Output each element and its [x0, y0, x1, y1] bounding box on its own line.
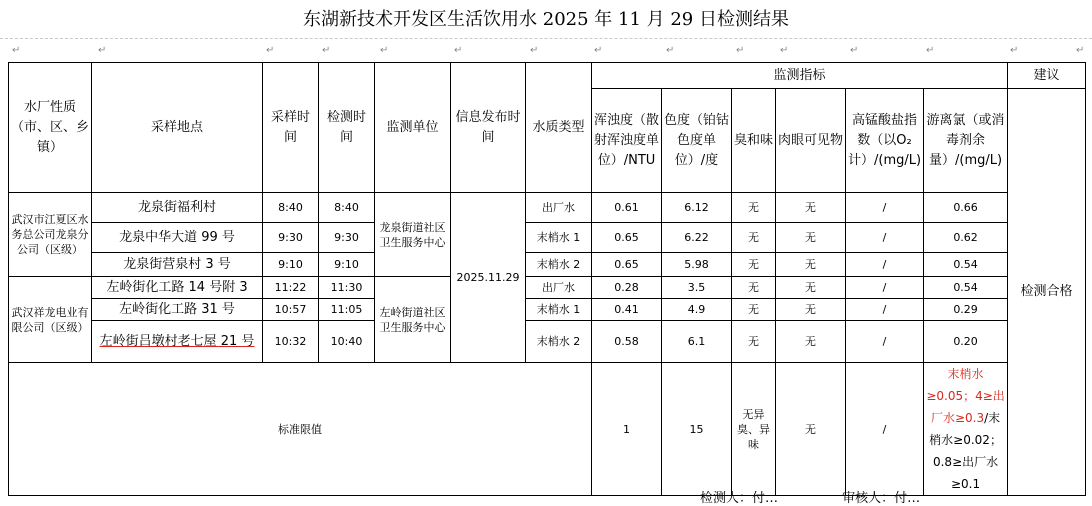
standard-visible: 无 [776, 363, 846, 496]
test-unit-cell: 龙泉街道社区卫生服务中心 [375, 193, 451, 277]
permanganate-cell: / [846, 193, 924, 223]
permanganate-cell: / [846, 299, 924, 321]
color-cell: 5.98 [662, 253, 732, 277]
turbidity-cell: 0.65 [592, 253, 662, 277]
sample-time-cell: 8:40 [263, 193, 319, 223]
chlorine-cell: 0.54 [924, 253, 1008, 277]
test-time-cell: 9:10 [319, 253, 375, 277]
location-cell: 左岭街化工路 31 号 [92, 299, 263, 321]
paragraph-mark: ↵ [1010, 45, 1019, 56]
header-turbidity: 浑浊度（散射浑浊度单位）/NTU [592, 89, 662, 193]
header-sample-time: 采样时间 [263, 63, 319, 193]
turbidity-cell: 0.28 [592, 277, 662, 299]
header-permanganate: 高锰酸盐指数（以O₂计）/(mg/L) [846, 89, 924, 193]
paragraph-mark: ↵ [926, 45, 935, 56]
paragraph-mark: ↵ [530, 45, 539, 56]
visible-cell: 无 [776, 299, 846, 321]
standard-chlorine-black: /末梢水≥0.02；0.8≥出厂水≥0.1 [929, 411, 1002, 491]
sample-time-cell: 11:22 [263, 277, 319, 299]
sample-time-cell: 9:30 [263, 223, 319, 253]
visible-cell: 无 [776, 321, 846, 363]
location-cell: 龙泉街营泉村 3 号 [92, 253, 263, 277]
odor-cell: 无 [732, 193, 776, 223]
divider [0, 38, 1092, 39]
location-cell: 龙泉街福利村 [92, 193, 263, 223]
sample-time-cell: 10:32 [263, 321, 319, 363]
odor-cell: 无 [732, 299, 776, 321]
test-time-cell: 9:30 [319, 223, 375, 253]
page-title: 东湖新技术开发区生活饮用水 2025 年 11 月 29 日检测结果 [303, 9, 789, 30]
test-time-cell: 10:40 [319, 321, 375, 363]
chlorine-cell: 0.62 [924, 223, 1008, 253]
standard-chlorine [924, 363, 1008, 496]
header-publish-time: 信息发布时间 [451, 63, 526, 193]
visible-cell: 无 [776, 253, 846, 277]
test-time-cell: 11:30 [319, 277, 375, 299]
water-type-cell: 末梢水 2 [526, 321, 592, 363]
water-type-cell: 末梢水 2 [526, 253, 592, 277]
visible-cell: 无 [776, 277, 846, 299]
turbidity-cell: 0.65 [592, 223, 662, 253]
paragraph-mark: ↵ [1076, 45, 1085, 56]
water-type-cell: 出厂水 [526, 193, 592, 223]
result-cell: 检测合格 [1008, 89, 1086, 496]
test-time-cell: 11:05 [319, 299, 375, 321]
publish-date-cell: 2025.11.29 [451, 193, 526, 363]
chlorine-cell: 0.20 [924, 321, 1008, 363]
standard-odor: 无异臭、异味 [732, 363, 776, 496]
footer-signatures [700, 487, 980, 506]
permanganate-cell: / [846, 321, 924, 363]
standard-chlorine-red: 末梢水≥0.05；4≥出厂水≥0.3 [926, 367, 1005, 425]
header-test-time: 检测时间 [319, 63, 375, 193]
paragraph-mark: ↵ [780, 45, 789, 56]
paragraph-mark: ↵ [454, 45, 463, 56]
header-water-type: 水质类型 [526, 63, 592, 193]
paragraph-mark: ↵ [380, 45, 389, 56]
odor-cell: 无 [732, 277, 776, 299]
test-time-cell: 8:40 [319, 193, 375, 223]
paragraph-mark: ↵ [736, 45, 745, 56]
standard-permanganate: / [846, 363, 924, 496]
inspector-signature: 检测人：付… [700, 491, 779, 506]
color-cell: 4.9 [662, 299, 732, 321]
header-test-unit: 监测单位 [375, 63, 451, 193]
paragraph-mark: ↵ [266, 45, 275, 56]
paragraph-mark: ↵ [12, 45, 21, 56]
permanganate-cell: / [846, 253, 924, 277]
paragraph-mark-row [8, 44, 1088, 58]
plant-name: 武汉祥龙电业有限公司（区级） [9, 277, 92, 363]
header-odor: 臭和味 [732, 89, 776, 193]
standard-color: 15 [662, 363, 732, 496]
visible-cell: 无 [776, 193, 846, 223]
color-cell: 6.1 [662, 321, 732, 363]
header-color: 色度（铂钴色度单位）/度 [662, 89, 732, 193]
color-cell: 6.12 [662, 193, 732, 223]
chlorine-cell: 0.66 [924, 193, 1008, 223]
test-unit-cell: 左岭街道社区卫生服务中心 [375, 277, 451, 363]
odor-cell: 无 [732, 223, 776, 253]
paragraph-mark: ↵ [850, 45, 859, 56]
color-cell: 6.22 [662, 223, 732, 253]
standard-label: 标准限值 [9, 363, 592, 496]
color-cell: 3.5 [662, 277, 732, 299]
header-chlorine: 游离氯（或消毒剂余量）/(mg/L) [924, 89, 1008, 193]
paragraph-mark: ↵ [322, 45, 331, 56]
results-table [8, 62, 1086, 496]
standard-turbidity: 1 [592, 363, 662, 496]
location-cell: 龙泉中华大道 99 号 [92, 223, 263, 253]
header-location: 采样地点 [92, 63, 263, 193]
water-type-cell: 出厂水 [526, 277, 592, 299]
sample-time-cell: 9:10 [263, 253, 319, 277]
paragraph-mark: ↵ [594, 45, 603, 56]
odor-cell: 无 [732, 321, 776, 363]
turbidity-cell: 0.41 [592, 299, 662, 321]
chlorine-cell: 0.54 [924, 277, 1008, 299]
turbidity-cell: 0.58 [592, 321, 662, 363]
location-cell [92, 321, 263, 363]
sample-time-cell: 10:57 [263, 299, 319, 321]
location-cell: 左岭街化工路 14 号附 3 [92, 277, 263, 299]
header-plant-type: 水厂性质（市、区、乡镇） [9, 63, 92, 193]
header-advice: 建议 [1008, 63, 1086, 89]
turbidity-cell: 0.61 [592, 193, 662, 223]
header-visible: 肉眼可见物 [776, 89, 846, 193]
plant-name: 武汉市江夏区水务总公司龙泉分公司（区级） [9, 193, 92, 277]
visible-cell: 无 [776, 223, 846, 253]
permanganate-cell: / [846, 223, 924, 253]
paragraph-mark: ↵ [666, 45, 675, 56]
permanganate-cell: / [846, 277, 924, 299]
chlorine-cell: 0.29 [924, 299, 1008, 321]
reviewer-signature: 审核人：付… [842, 491, 921, 506]
water-type-cell: 末梢水 1 [526, 223, 592, 253]
water-type-cell: 末梢水 1 [526, 299, 592, 321]
header-indicators: 监测指标 [592, 63, 1008, 89]
paragraph-mark: ↵ [98, 45, 107, 56]
odor-cell: 无 [732, 253, 776, 277]
location-text: 左岭街吕墩村老七屋 21 号 [99, 333, 255, 349]
